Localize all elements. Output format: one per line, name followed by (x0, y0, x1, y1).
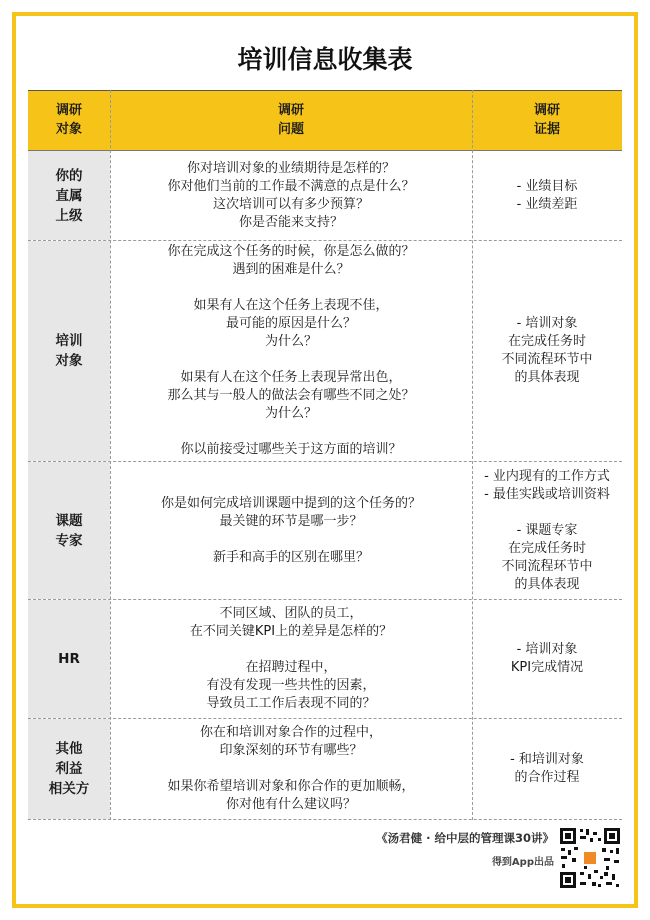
subject-cell: 培训 对象 (28, 241, 110, 461)
subject-cell: 课题 专家 (28, 462, 110, 599)
questions-cell: 你是如何完成培训课题中提到的这个任务的？ 最关键的环节是哪一步？ 新手和高手的区别在哪里？ (160, 495, 421, 565)
table-bottom-border (28, 819, 622, 820)
header-subject: 调研 对象 (55, 103, 82, 137)
qr-code-icon (558, 826, 622, 890)
row-divider (28, 718, 622, 719)
column-divider (110, 90, 111, 820)
row-divider (28, 240, 622, 241)
subject-cell: 你的 直属 上级 (28, 151, 110, 240)
header-divider (28, 150, 622, 151)
subject-cell: HR (28, 600, 110, 718)
questions-cell: 你在完成这个任务的时候，你是怎么做的？ 遇到的困难是什么？ 如果有人在这个任务上表现不佳， 最可能的原因是什么？ 为什么？ 如果有人在这个任务上表现异常出色， 那么其与一般人的做法会有哪些不同之处？ 为什么？ 你以前接受过哪些关于这方面的培训？ (167, 244, 415, 457)
table-row-hr (28, 600, 622, 718)
row-divider (28, 461, 622, 462)
page-title: 培训信息收集表 (237, 45, 413, 74)
subject-cell: 其他 利益 相关方 (28, 719, 110, 819)
table-row-expert (28, 462, 622, 599)
evidence-cell: - 业内现有的工作方式 - 最佳实践或培训资料 - 课题专家 在完成任务时 不同流程环节中 的具体表现 (484, 468, 610, 592)
evidence-cell: - 培训对象 KPI完成情况 (510, 642, 584, 675)
table-top-border (28, 90, 622, 91)
evidence-cell: - 和培训对象 的合作过程 (510, 752, 584, 785)
header-evidence: 调研 证据 (533, 103, 560, 137)
table-row-trainee (28, 241, 622, 461)
column-divider (472, 90, 473, 820)
questions-cell: 你在和培训对象合作的过程中， 印象深刻的环节有哪些？ 如果你希望培训对象和你合作的更加顺畅， 你对他有什么建议吗？ (167, 725, 415, 812)
table-row-stakeholders (28, 719, 622, 819)
publisher-label: 得到App出品 (491, 857, 554, 868)
questions-cell: 你对培训对象的业绩期待是怎样的？ 你对他们当前的工作最不满意的点是什么？ 这次培训可以有多少预算？ 你是否能来支持？ (167, 160, 415, 230)
table-row-supervisor (28, 151, 622, 240)
header-questions: 调研 问题 (277, 103, 304, 137)
evidence-cell: - 培训对象 在完成任务时 不同流程环节中 的具体表现 (501, 316, 593, 385)
survey-table (28, 90, 622, 820)
evidence-cell: - 业绩目标 - 业绩差距 (516, 178, 578, 212)
course-title: 《汤君健 · 给中层的管理课30讲》 (376, 831, 554, 845)
row-divider (28, 599, 622, 600)
questions-cell: 不同区域、团队的员工， 在不同关键KPI上的差异是怎样的？ 在招聘过程中， 有没有发现一些共性的因素， 导致员工工作后表现不同的？ (189, 606, 393, 711)
app-logo-icon (582, 850, 598, 866)
table-header (28, 90, 622, 150)
